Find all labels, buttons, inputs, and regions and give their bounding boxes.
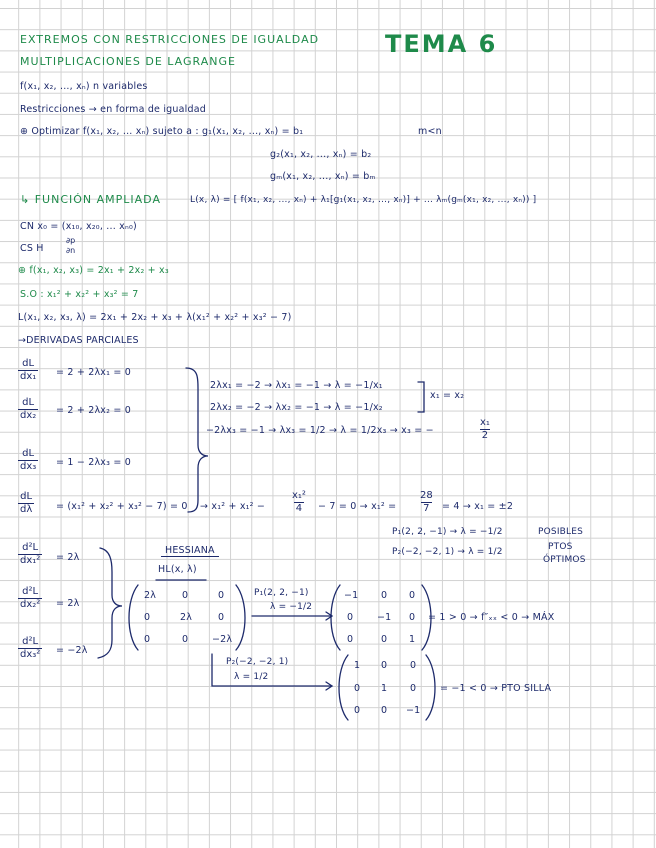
system-row-4b: − 7 = 0 → x₁² = [318,501,397,512]
m1-cell: 0 [381,634,388,645]
derivadas-parciales-label: →DERIVADAS PARCIALES [18,335,139,346]
m1-cell: −1 [377,612,392,623]
deriv-den: dλ [20,504,33,515]
funcion-ampliada-label: ↳ FUNCIÓN AMPLIADA [20,193,161,206]
variables-line: f(x₁, x₂, ..., xₙ) n variables [20,81,148,92]
frac-num: 28 [420,490,433,501]
p2-lambda-label: λ = 1/2 [234,672,269,682]
constraint-gm: gₘ(x₁, x₂, ..., xₙ) = bₘ [270,171,376,182]
deriv-x1-eq: = 2 + 2λx₁ = 0 [56,367,131,378]
ptos-label: PTOS [548,542,573,552]
example-constraint: S.O : x₁² + x₂² + x₃² = 7 [20,289,139,300]
deriv-x2-eq: = 2 + 2λx₂ = 0 [56,405,131,416]
tema-heading: TEMA 6 [385,30,498,58]
cs-line: CS H [20,243,44,254]
second-num: d²L [22,542,39,553]
system-row-3: −2λx₃ = −1 → λx₃ = 1/2 → λ = 1/2x₃ → x₃ = − [206,425,434,436]
frac-den: 4 [295,503,303,514]
m2-cell: 0 [354,705,361,716]
deriv-num: dL [22,397,35,408]
second-num: d²L [22,586,39,597]
second-den: dx₁² [20,555,41,566]
posibles-label: POSIBLES [538,527,584,537]
p1-result: = 1 > 0 → f″ₓₓ < 0 → MÁX [428,612,555,623]
second-x2-eq: = 2λ [56,598,80,609]
m2-cell: 0 [410,683,417,694]
m1-cell: 0 [409,590,416,601]
hess-cell: 0 [144,612,151,623]
frac-num: x₁² [292,490,306,501]
hessiana-title: HESSIANA [161,545,219,557]
hess-cell: 2λ [144,590,157,601]
deriv-num: dL [20,491,33,502]
second-den: dx₃² [20,649,41,660]
m2-cell: 1 [354,660,361,671]
m-less-n: m<n [418,126,442,137]
lagrangian: L(x₁, x₂, x₃, λ) = 2x₁ + 2x₂ + x₃ + λ(x₁² + x₂² + x₃² − 7) [18,312,292,323]
p1-lambda-label: λ = −1/2 [270,602,313,612]
m1-cell: 0 [347,634,354,645]
point-p2: P₂(−2, −2, 1) → λ = 1/2 [392,547,503,557]
hess-cell: 0 [182,590,189,601]
title-line-2: MULTIPLICACIONES DE LAGRANGE [20,55,236,68]
deriv-lambda-eq: = (x₁² + x₂² + x₃² − 7) = 0 [56,501,188,512]
deriv-num: dL [22,448,35,459]
x1-equals-x2: x₁ = x₂ [430,390,465,401]
deriv-x3-eq: = 1 − 2λx₃ = 0 [56,457,131,468]
second-x1-eq: = 2λ [56,552,80,563]
m1-cell: 1 [409,634,416,645]
m2-cell: 0 [381,705,388,716]
m2-cell: 0 [381,660,388,671]
optimos-label: ÓPTIMOS [543,555,586,565]
second-den: dx₂² [20,599,41,610]
cs-den: ∂n [66,246,76,255]
funcion-ampliada-formula: L(x, λ) = [ f(x₁, x₂, ..., xₙ) + λ₁[g₁(x₁, x₂, ..., xₙ)] + ... λₘ(gₘ(x₁, x₂, ..., xₙ)) ] [190,195,537,205]
constraint-g2: g₂(x₁, x₂, ..., xₙ) = b₂ [270,149,372,160]
m1-cell: 0 [347,612,354,623]
x3-den: 2 [481,430,489,441]
x3-num: x₁ [480,417,490,428]
hess-cell: 2λ [180,612,193,623]
frac-den: 7 [423,503,430,514]
deriv-den: dx₂ [20,410,37,421]
hess-cell: 0 [182,634,189,645]
title-line-1: EXTREMOS CON RESTRICCIONES DE IGUALDAD [20,33,320,46]
p1-eval-label: P₁(2, 2, −1) [254,588,309,598]
hess-cell: 0 [144,634,151,645]
system-row-1: 2λx₁ = −2 → λx₁ = −1 → λ = −1/x₁ [210,380,383,391]
m1-cell: 0 [409,612,416,623]
second-num: d²L [22,636,39,647]
m2-cell: 0 [410,660,417,671]
p2-eval-label: P₂(−2, −2, 1) [226,657,289,667]
cs-num: ∂p [66,236,76,245]
m2-cell: 0 [354,683,361,694]
m2-cell: 1 [381,683,388,694]
hess-cell: 0 [218,612,225,623]
m1-cell: 0 [381,590,388,601]
deriv-num: dL [22,358,35,369]
hessiana-sub: HL(x, λ) [158,564,197,575]
hess-cell: 0 [218,590,225,601]
system-row-4a: → x₁² + x₁² − [200,501,266,512]
system-row-4c: = 4 → x₁ = ±2 [442,501,514,512]
m2-cell: −1 [406,705,421,716]
p2-result: = −1 < 0 → PTO SILLA [440,683,552,694]
deriv-den: dx₃ [20,461,37,472]
example-function: ⊕ f(x₁, x₂, x₃) = 2x₁ + 2x₂ + x₃ [18,265,169,276]
m1-cell: −1 [344,590,359,601]
hess-cell: −2λ [212,634,233,645]
optimizar-line: ⊕ Optimizar f(x₁, x₂, ... xₙ) sujeto a : g₁(x₁, x₂, ..., xₙ) = b₁ [20,126,304,137]
system-row-2: 2λx₂ = −2 → λx₂ = −1 → λ = −1/x₂ [210,402,383,413]
restricciones-line: Restricciones → en forma de igualdad [20,104,206,115]
cn-line: CN x₀ = (x₁₀, x₂₀, ... xₙ₀) [20,221,137,232]
deriv-den: dx₁ [20,371,37,382]
second-x3-eq: = −2λ [56,645,88,656]
point-p1: P₁(2, 2, −1) → λ = −1/2 [392,527,503,537]
